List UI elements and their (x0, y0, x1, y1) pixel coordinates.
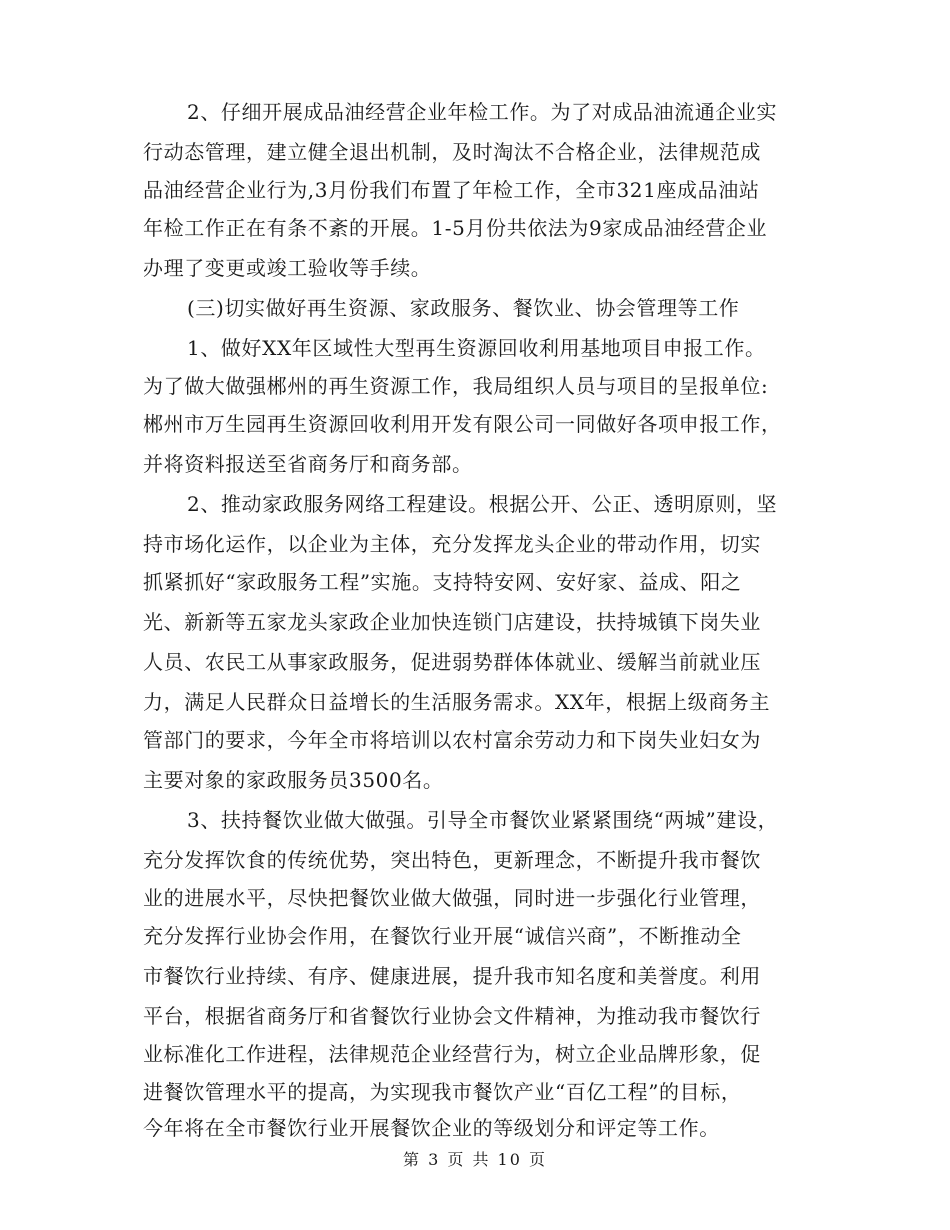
paragraph-line: 充分发挥行业协会作用，在餐饮行业开展“诚信兴商”，不断推动全 (143, 924, 742, 948)
paragraph-line: 2、推动家政服务网络工程建设。根据公开、公正、透明原则，坚 (187, 492, 778, 516)
paragraph-line: 进餐饮管理水平的提高，为实现我市餐饮产业“百亿工程”的目标， (143, 1080, 742, 1104)
paragraph-line: 业的进展水平，尽快把餐饮业做大做强，同时进一步强化行业管理， (143, 886, 761, 910)
paragraph-line: 办理了变更或竣工验收等手续。 (143, 256, 432, 280)
paragraph-line: 抓紧抓好“家政服务工程”实施。支持特安网、安好家、益成、阳之 (143, 570, 742, 594)
paragraph-line: 人员、农民工从事家政服务，促进弱势群体体就业、缓解当前就业压 (143, 650, 761, 674)
paragraph-line: 年检工作正在有条不紊的开展。1-5月份共依法为9家成品油经营企业 (143, 216, 768, 240)
paragraph-line: 郴州市万生园再生资源回收利用开发有限公司一同做好各项申报工作， (143, 412, 782, 436)
paragraph-line: 2、仔细开展成品油经营企业年检工作。为了对成品油流通企业实 (187, 100, 778, 124)
paragraph-line: 光、新新等五家龙头家政企业加快连锁门店建设，扶持城镇下岗失业 (143, 610, 761, 634)
paragraph-line: 为了做大做强郴州的再生资源工作，我局组织人员与项目的呈报单位: (143, 374, 769, 398)
paragraph-line: 今年将在全市餐饮行业开展餐饮企业的等级划分和评定等工作。 (143, 1116, 720, 1140)
paragraph-line: 主要对象的家政服务员3500名。 (143, 768, 444, 792)
paragraph-line: 3、扶持餐饮业做大做强。引导全市餐饮业紧紧围绕“两城”建设， (187, 808, 779, 832)
paragraph-line: 并将资料报送至省商务厅和商务部。 (143, 452, 473, 476)
page-footer: 第 3 页 共 10 页 (403, 1150, 547, 1169)
paragraph-line: 业标准化工作进程，法律规范企业经营行为，树立企业品牌形象，促 (143, 1042, 761, 1066)
paragraph-line: 充分发挥饮食的传统优势，突出特色，更新理念，不断提升我市餐饮 (143, 848, 761, 872)
paragraph-line: 平台，根据省商务厅和省餐饮行业协会文件精神，为推动我市餐饮行 (143, 1004, 761, 1028)
paragraph-line: 品油经营企业行为,3月份我们布置了年检工作，全市321座成品油站 (143, 178, 760, 202)
paragraph-line: 1、做好XX年区域性大型再生资源回收利用基地项目申报工作。 (187, 336, 766, 360)
section-heading: (三)切实做好再生资源、家政服务、餐饮业、协会管理等工作 (187, 296, 740, 320)
paragraph-line: 行动态管理，建立健全退出机制，及时淘汰不合格企业，法律规范成 (143, 140, 761, 164)
paragraph-line: 管部门的要求，今年全市将培训以农村富余劳动力和下岗失业妇女为 (143, 728, 761, 752)
paragraph-line: 持市场化运作，以企业为主体，充分发挥龙头企业的带动作用，切实 (143, 532, 761, 556)
paragraph-line: 市餐饮行业持续、有序、健康进展，提升我市知名度和美誉度。利用 (143, 964, 761, 988)
paragraph-line: 力，满足人民群众日益增长的生活服务需求。XX年，根据上级商务主 (143, 690, 771, 714)
